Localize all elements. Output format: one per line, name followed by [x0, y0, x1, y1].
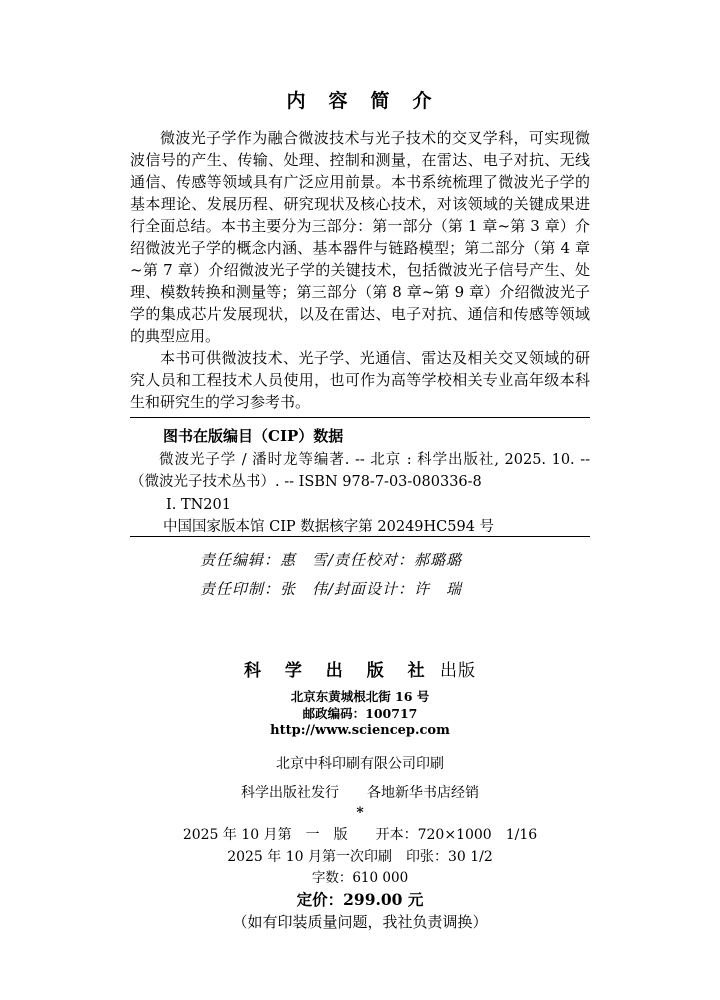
cip-section	[130, 417, 590, 537]
asterisk-separator: *	[356, 805, 364, 821]
publisher-address: 北京东黄城根北街 16 号	[290, 689, 430, 704]
edition-line: 2025 年 10 月第 一 版 开本：720×1000 1/16	[182, 827, 538, 843]
printer-line: 北京中科印刷有限公司印刷	[276, 756, 444, 772]
publisher-suffix: 出版	[433, 661, 477, 681]
cip-classification: Ⅰ. TN201	[166, 497, 231, 513]
cip-entry: 微波光子学 / 潘时龙等编著. -- 北京 : 科学出版社, 2025. 10. --（微波光子技术丛书）. -- ISBN 978-7-03-080336-8	[130, 452, 590, 490]
cip-record-number: 中国国家版本馆 CIP 数据核字第 20249HC594 号	[163, 519, 495, 535]
credits-section	[200, 546, 462, 604]
publisher-name: 科 学 出 版 社	[243, 661, 434, 681]
cip-heading: 图书在版编目（CIP）数据	[163, 427, 344, 445]
postal-code: 邮政编码：100717	[302, 706, 418, 721]
abstract-paragraph-1: 微波光子学作为融合微波技术与光子技术的交叉学科，可实现微波信号的产生、传输、处理、控制和测量，在雷达、电子对抗、无线通信、传感等领域具有广泛应用前景。本书系统梳理了微波光子学的基本理论、发展历程、研究现状及核心技术，对该领域的关键成果进行全面总结。本书主要分为三部分：第一部分（第 1 章~第 3 章）介绍微波光子学的概念内涵、基本器件与链路模型；第二部分（第 4 章~第 7 章）介绍微波光子学的关键技术，包括微波光子信号产生、处理、模数转换和测量等；第三部分（第 8 章~第 9 章）介绍微波光子学的集成芯片发展现状，以及在雷达、电子对抗、通信和传感等领域的典型应用。	[130, 129, 590, 345]
publisher-line	[0, 656, 720, 681]
publisher-website: http://www.sciencep.com	[270, 723, 450, 738]
credits-editing-line: 责任编辑：惠 雪/责任校对：郝璐璐	[200, 551, 463, 569]
colophon-section	[0, 656, 720, 934]
abstract-paragraph-2: 本书可供微波技术、光子学、光通信、雷达及相关交叉领域的研究人员和工程技术人员使用，也可作为高等学校相关专业高年级本科生和研究生的学习参考书。	[130, 349, 590, 411]
exchange-note: （如有印装质量问题，我社负责调换）	[232, 913, 488, 931]
abstract-section	[130, 127, 590, 413]
impression-line: 2025 年 10 月第一次印刷 印张：30 1/2	[227, 849, 493, 865]
price-line: 定价：299.00 元	[296, 890, 424, 909]
credits-printing-line: 责任印制：张 伟/封面设计：许 瑞	[200, 580, 463, 598]
word-count-line: 字数：610 000	[311, 870, 409, 886]
page-title: 内 容 简 介	[286, 90, 434, 112]
distribution-line: 科学出版社发行 各地新华书店经销	[241, 785, 479, 801]
